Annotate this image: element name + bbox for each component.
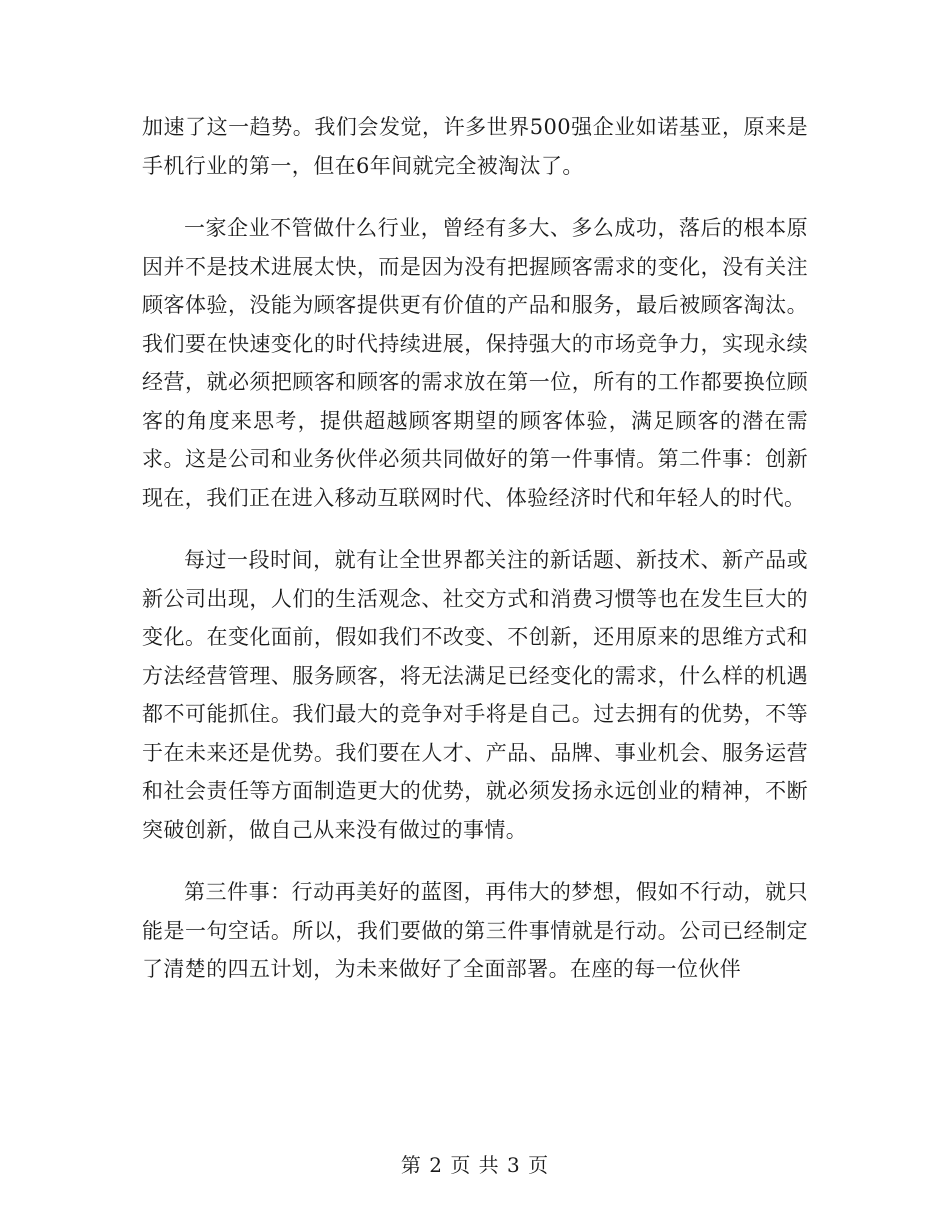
page-number-footer: 第 2 页 共 3 页 [400,1153,550,1177]
paragraph-action: 第三件事：行动再美好的蓝图，再伟大的梦想，假如不行动，就只能是一句空话。所以，我们要做的第三件事情就是行动。公司已经制定了清楚的四五计划，为未来做好了全面部署。在座的每一位伙伴 [142,880,808,981]
paragraph-continuation: 加速了这一趋势。我们会发觉，许多世界500强企业如诺基亚，原来是手机行业的第一，但在6年间就完全被淘汰了。 [142,115,808,178]
paragraph-innovation: 每过一段时间，就有让全世界都关注的新话题、新技术、新产品或新公司出现，人们的生活观念、社交方式和消费习惯等也在发生巨大的变化。在变化面前，假如我们不改变、不创新，还用原来的思维方式和方法经营管理、服务顾客，将无法满足已经变化的需求，什么样的机遇都不可能抓住。我们最大的竞争对手将是自己。过去拥有的优势，不等于在未来还是优势。我们要在人才、产品、品牌、事业机会、服务运营和社会责任等方面制造更大的优势，就必须发扬永远创业的精神，不断突破创新，做自己从来没有做过的事情。 [142,548,808,842]
document-body [142,108,808,1013]
paragraph-customer-focus: 一家企业不管做什么行业，曾经有多大、多么成功，落后的根本原因并不是技术进展太快，而是因为没有把握顾客需求的变化，没有关注顾客体验，没能为顾客提供更有价值的产品和服务，最后被顾客淘汰。我们要在快速变化的时代持续进展，保持强大的市场竞争力，实现永续经营，就必须把顾客和顾客的需求放在第一位，所有的工作都要换位顾客的角度来思考，提供超越顾客期望的顾客体验，满足顾客的潜在需求。这是公司和业务伙伴必须共同做好的第一件事情。第二件事：创新现在，我们正在进入移动互联网时代、体验经济时代和年轻人的时代。 [142,216,808,510]
